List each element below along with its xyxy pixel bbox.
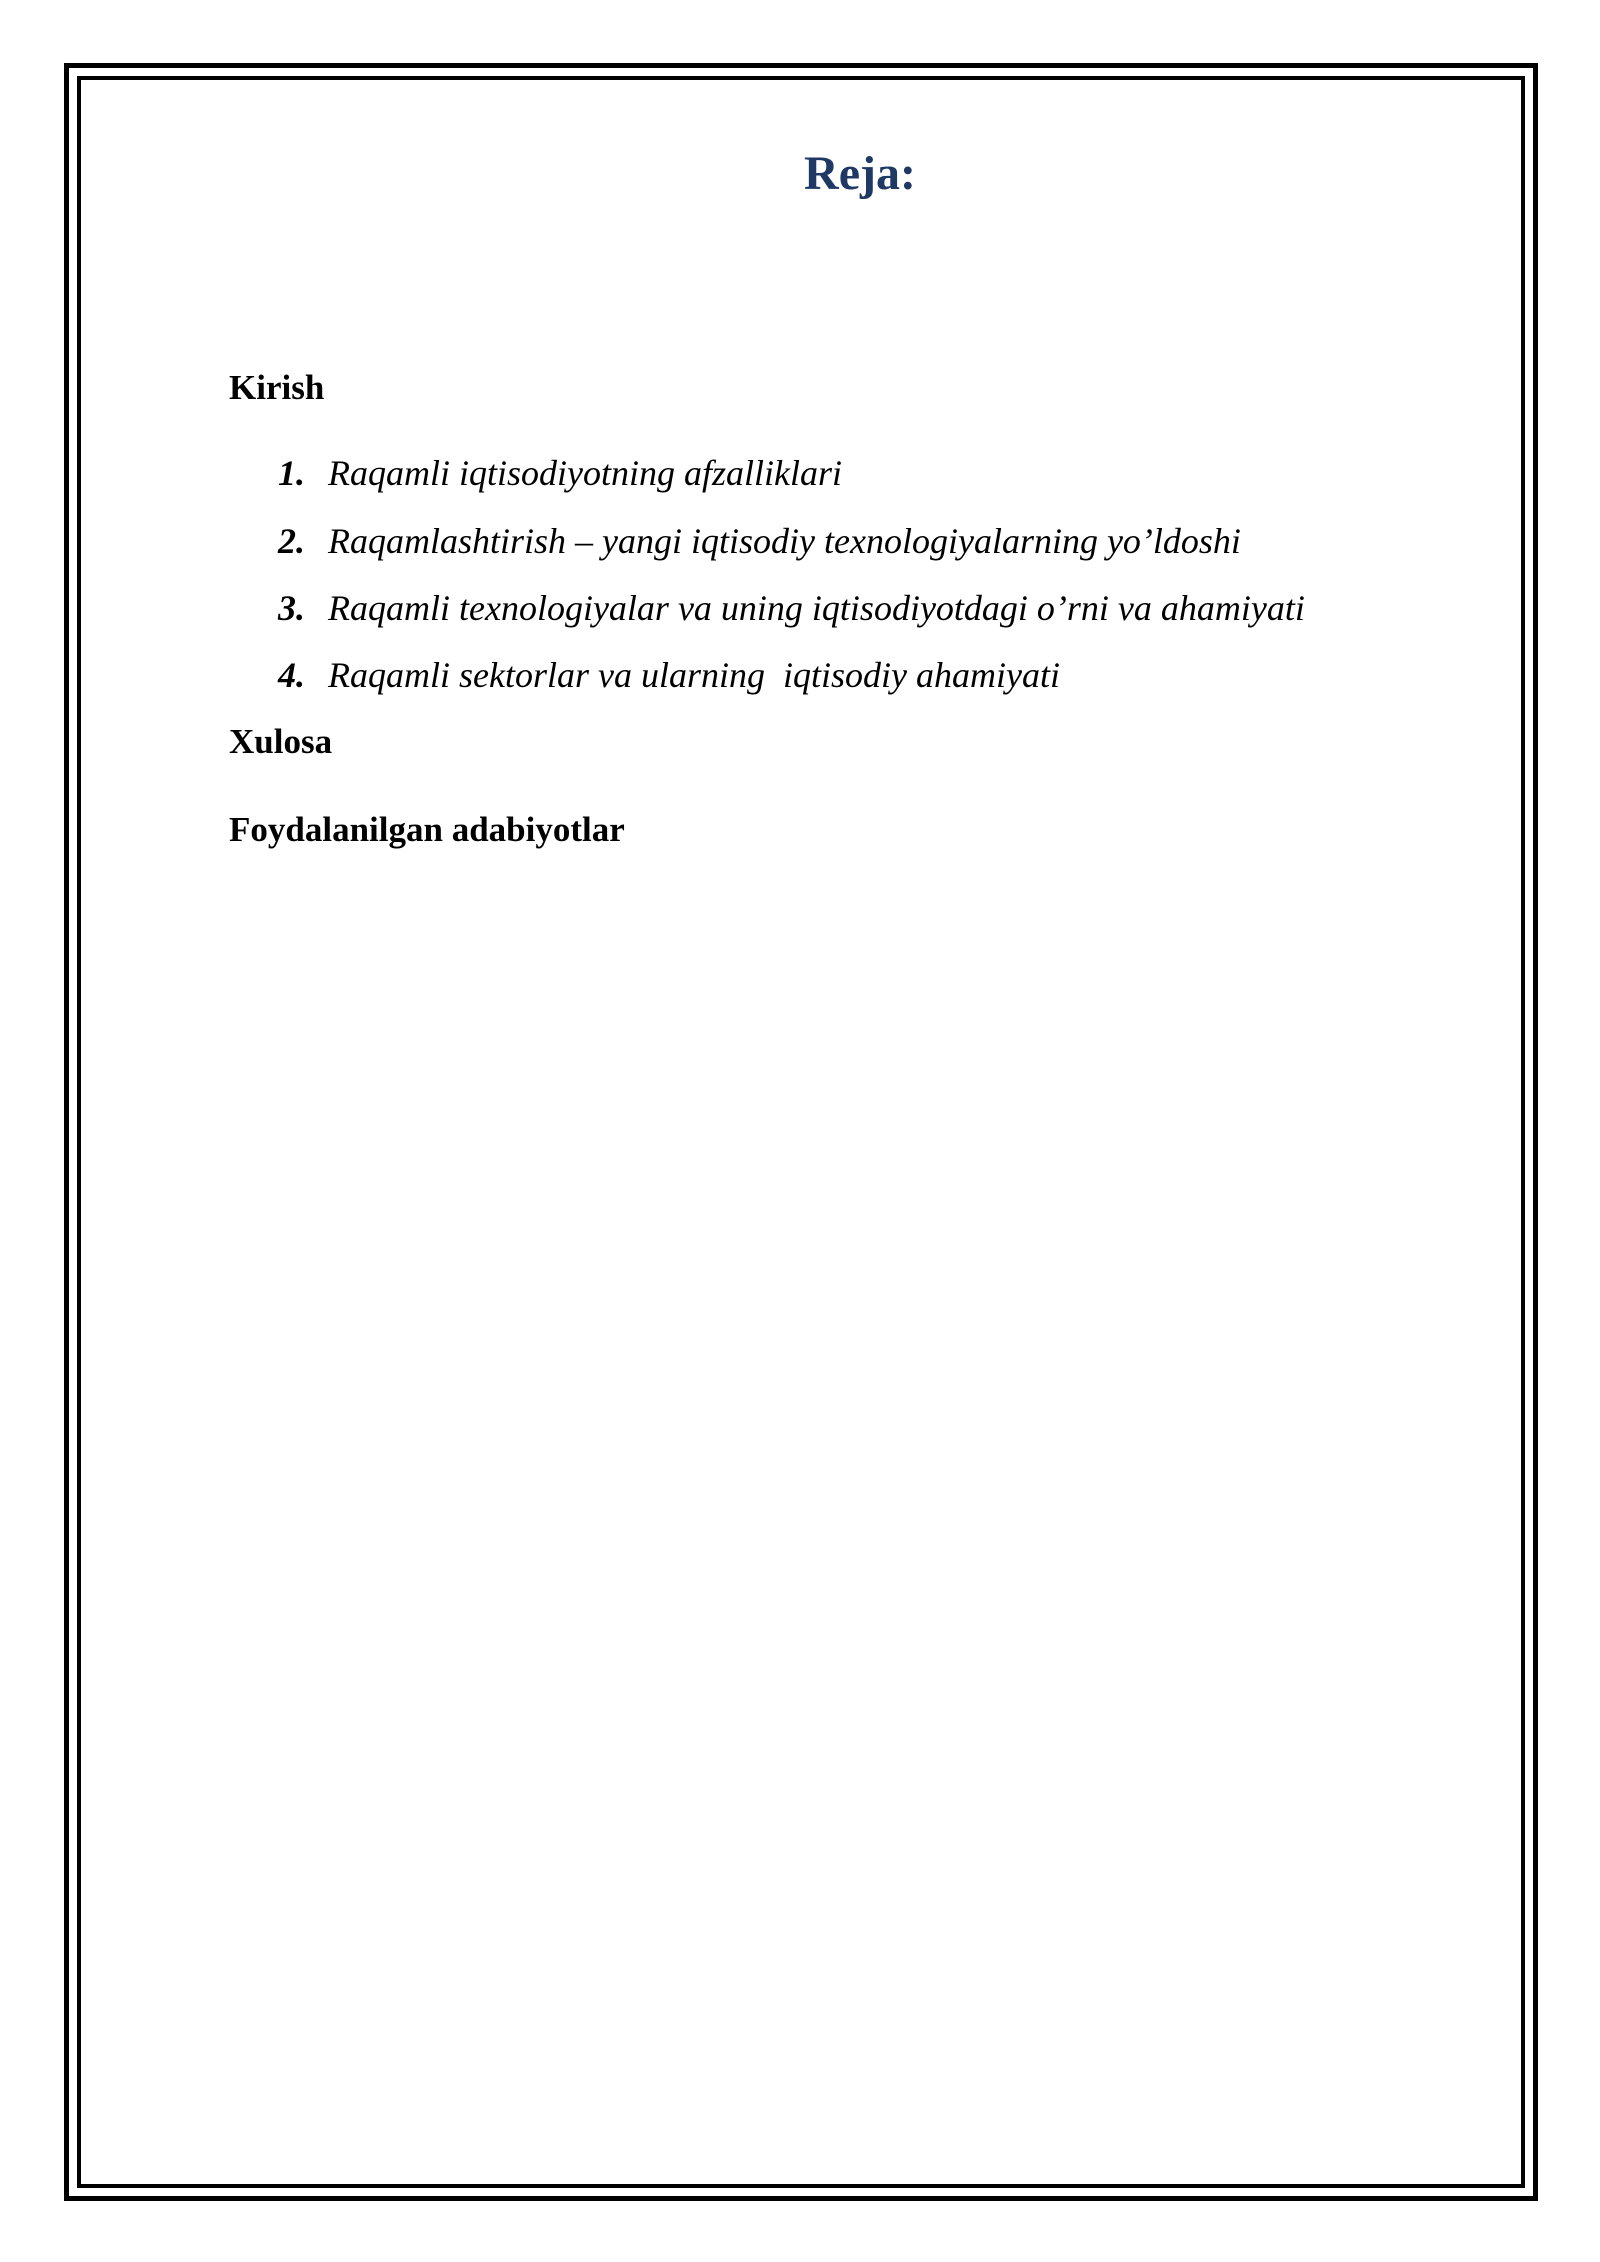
- toc-item-text: Raqamli iqtisodiyotning afzalliklari: [328, 453, 843, 493]
- toc-item-number: 2.: [278, 521, 305, 561]
- toc-item-number: 1.: [278, 453, 305, 493]
- toc-item: [278, 590, 1305, 626]
- references-heading: Foydalanilgan adabiyotlar: [229, 810, 625, 849]
- toc-item: [278, 523, 1241, 559]
- toc-item: [278, 657, 1060, 693]
- toc-item-text: Raqamli sektorlar va ularning iqtisodiy ahamiyati: [328, 655, 1060, 695]
- toc-item-text: Raqamli texnologiyalar va uning iqtisodiyotdagi o’rni va ahamiyati: [328, 588, 1305, 628]
- toc-item-number: 3.: [278, 588, 305, 628]
- toc-item: [278, 455, 842, 491]
- toc-item-number: 4.: [278, 655, 305, 695]
- intro-heading: Kirish: [229, 368, 325, 407]
- toc-item-text: Raqamlashtirish – yangi iqtisodiy texnologiyalarning yo’ldoshi: [328, 521, 1241, 561]
- page-title: Reja:: [804, 147, 916, 200]
- conclusion-heading: Xulosa: [229, 722, 333, 761]
